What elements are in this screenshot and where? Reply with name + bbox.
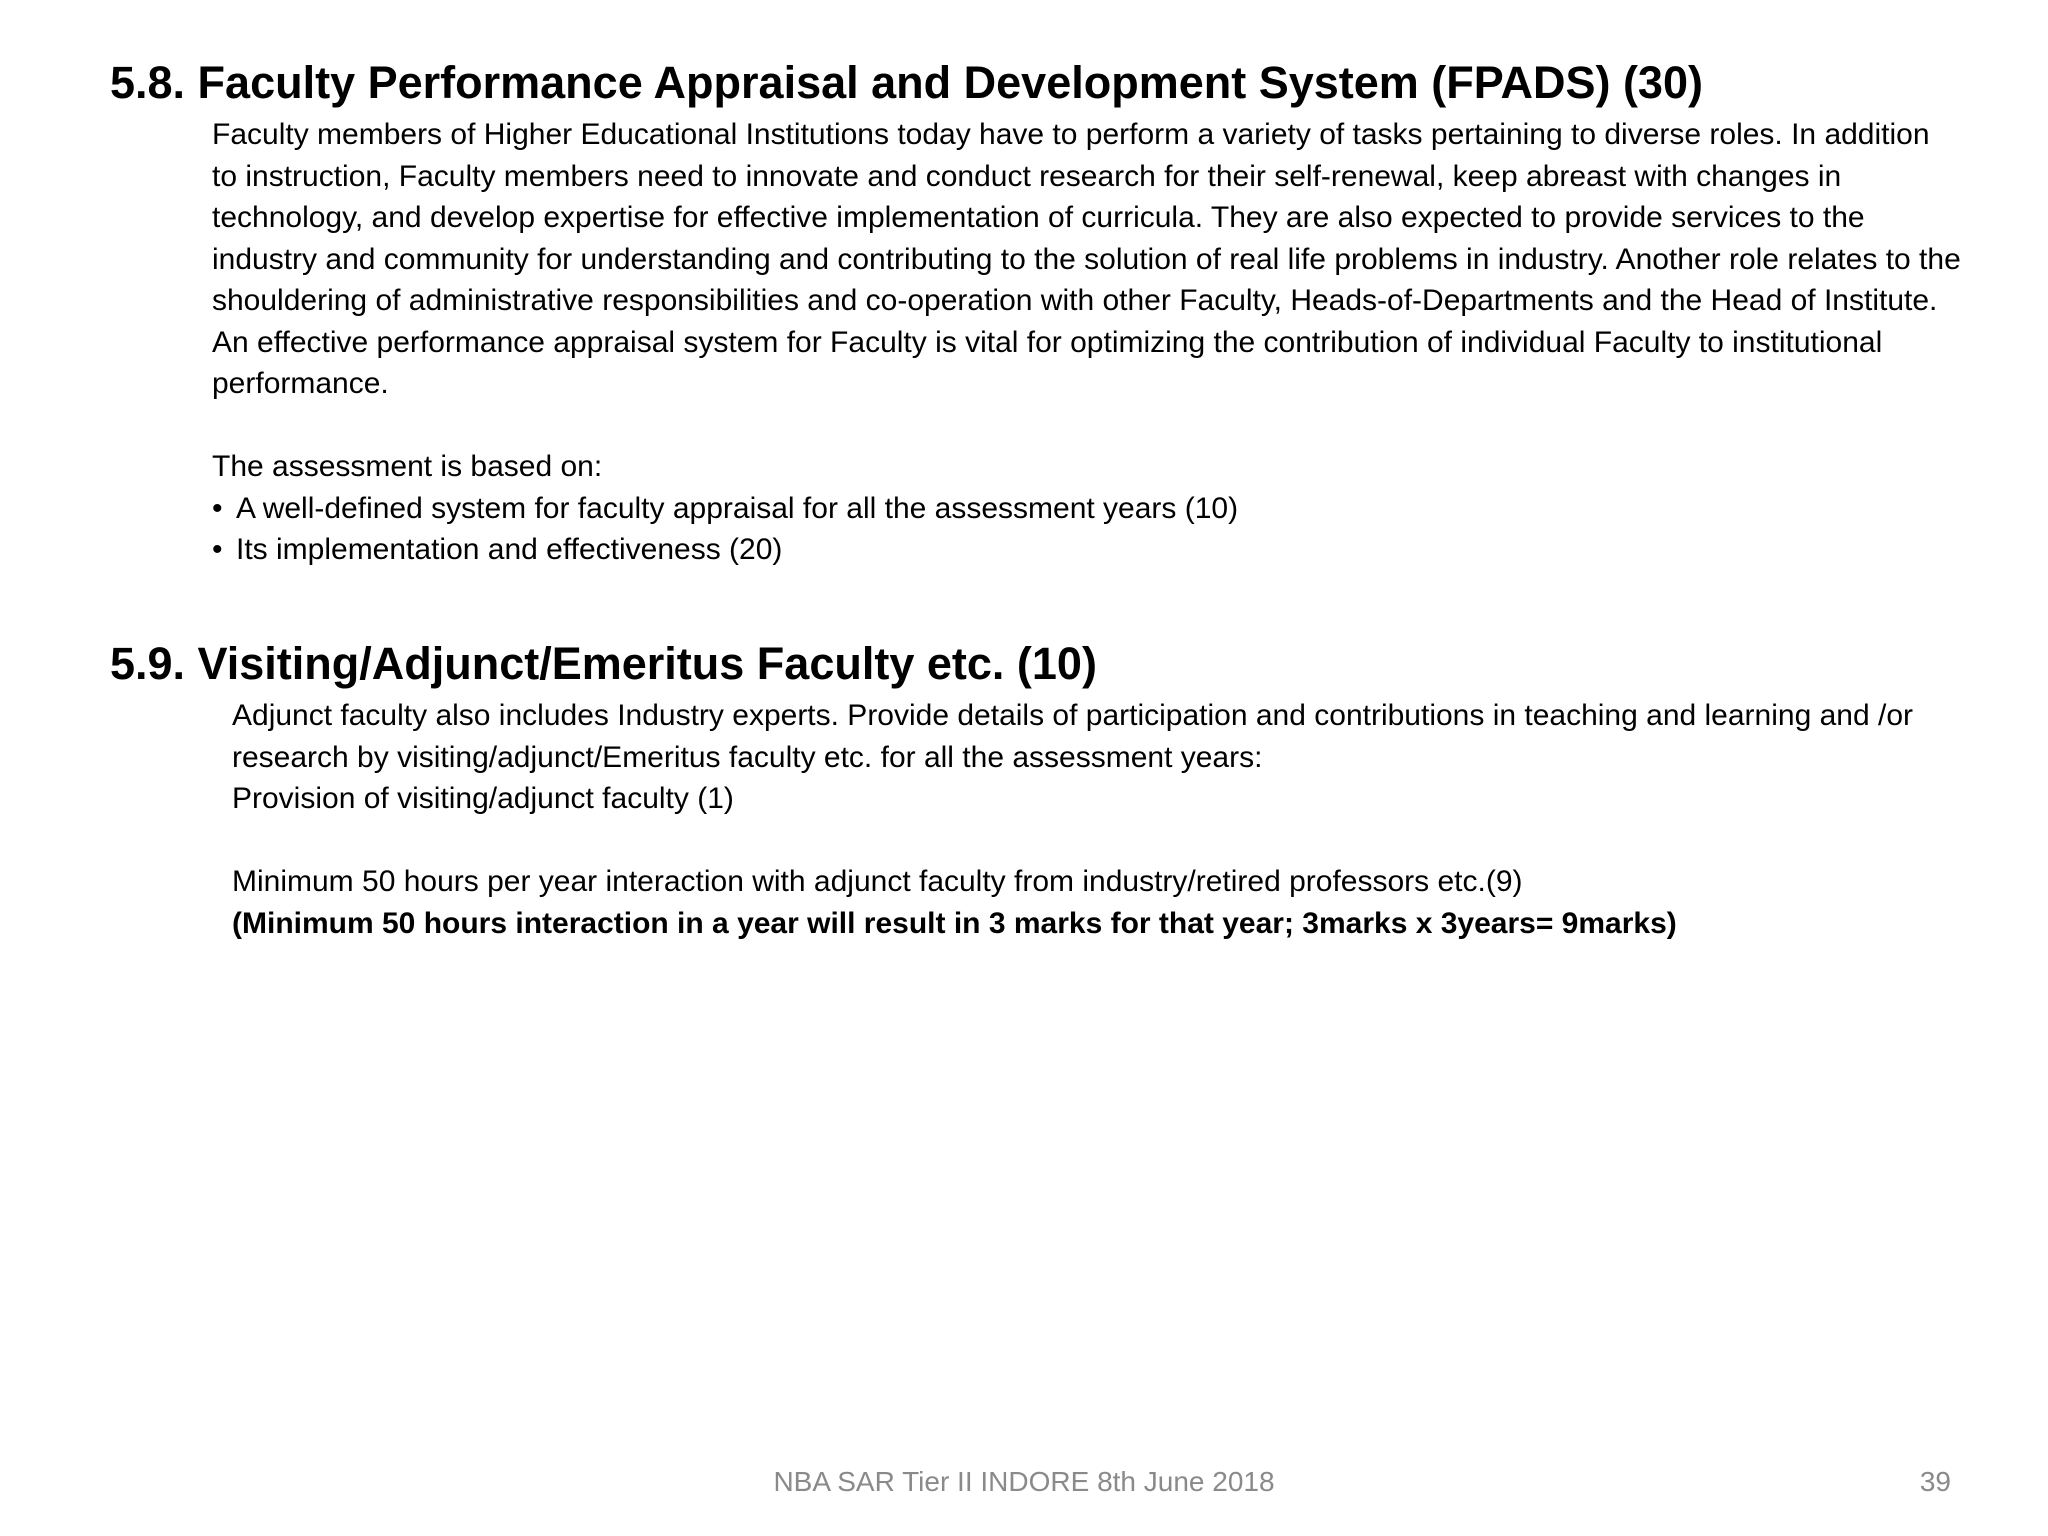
list-item (212, 488, 1962, 530)
section-5-9-body (232, 695, 1972, 820)
marks-note: (Minimum 50 hours interaction in a year will result in 3 marks for that year; 3marks x 3years= 9marks) (232, 906, 1677, 940)
list-item-text: A well-defined system for faculty appraisal for all the assessment years (10) (236, 491, 1239, 525)
footer-text: NBA SAR Tier II INDORE 8th June 2018 (773, 1466, 1275, 1497)
assessment-intro: The assessment is based on: (212, 450, 603, 483)
section-5-9-heading: 5.9. Visiting/Adjunct/Emeritus Faculty etc. (10) (110, 638, 1097, 689)
section-5-8-paragraph: Faculty members of Higher Educational Institutions today have to perform a variety of tasks pertaining to diverse roles. In addition to instruction, Faculty members need to innovate and conduct research for their self-renewal, keep abreast with changes in technology, and develop expertise for effective implementation of curricula. They are also expected to provide services to the industry and community for understanding and contributing to the solution of real life problems in industry. Another role relates to the shouldering of administrative responsibilities and co-operation with other Faculty, Heads-of-Departments and the Head of Institute. An effective performance appraisal system for Faculty is vital for optimizing the contribution of individual Faculty to institutional performance. (212, 118, 1961, 400)
assessment-criteria-list (212, 488, 1962, 571)
page-number: 39 (1919, 1466, 1951, 1497)
section-5-8-body (212, 114, 1962, 405)
section-5-9-minimum (232, 861, 1972, 944)
section-5-8-heading: 5.8. Faculty Performance Appraisal and Development System (FPADS) (30) (110, 57, 1703, 108)
list-item (212, 529, 1962, 571)
bullet-icon: • (212, 491, 223, 525)
section-5-9-paragraph: Adjunct faculty also includes Industry experts. Provide details of participation and contributions in teaching and learning and /or research by visiting/adjunct/Emeritus faculty etc. for all the assessment years: (232, 699, 1913, 774)
minimum-hours-line: Minimum 50 hours per year interaction with adjunct faculty from industry/retired professors etc.(9) (232, 865, 1523, 898)
list-item-text: Its implementation and effectiveness (20) (236, 533, 783, 566)
provision-line: Provision of visiting/adjunct faculty (1) (232, 782, 734, 815)
section-5-8-assessment (212, 446, 1962, 571)
bullet-icon: • (212, 533, 223, 566)
